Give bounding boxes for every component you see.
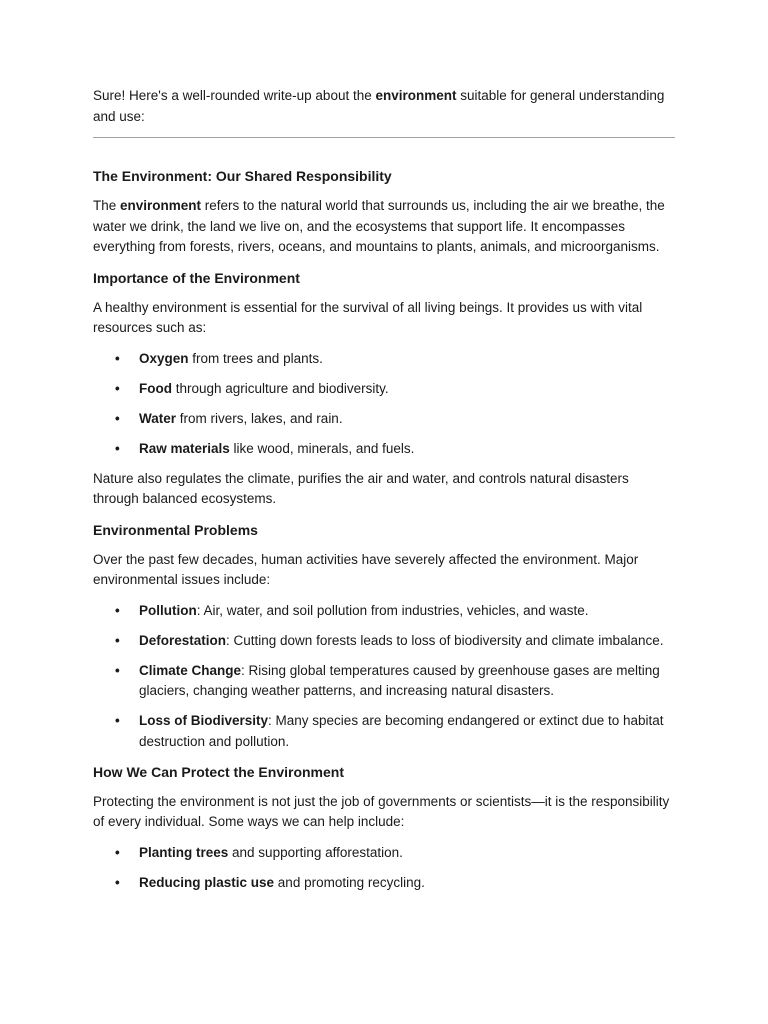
bullet-icon: • — [115, 440, 120, 456]
list-item-term: Oxygen — [139, 350, 189, 366]
problems-heading: Environmental Problems — [93, 521, 258, 538]
bullet-icon: • — [115, 410, 120, 426]
list-item — [93, 711, 675, 752]
protect-heading: How We Can Protect the Environment — [93, 763, 344, 780]
bullet-icon: • — [115, 874, 120, 890]
definition-text-after: refers to the natural world that surrounds us, including the air we breathe, the water we drink, the land we live on, and the ecosystems that support life. It encompasses everything from forests, rivers, oceans, and mountains to plants, animals, and microorganisms. — [93, 198, 665, 254]
definition-bold-term: environment — [120, 198, 202, 213]
list-item — [93, 409, 675, 430]
list-item — [93, 601, 675, 622]
importance-list — [93, 349, 675, 460]
bullet-icon: • — [115, 844, 120, 860]
list-item — [93, 379, 675, 400]
intro-text-before: Sure! Here's a well-rounded write-up about the — [93, 88, 376, 103]
bullet-icon: • — [115, 350, 120, 366]
intro-paragraph — [93, 86, 675, 127]
list-item — [93, 843, 675, 864]
list-item-term: Climate Change — [139, 662, 242, 678]
list-item-term: Water — [139, 410, 177, 426]
list-item — [93, 873, 675, 894]
list-item-text: : Air, water, and soil pollution from industries, vehicles, and waste. — [196, 602, 589, 618]
list-item-text: : Cutting down forests leads to loss of biodiversity and climate imbalance. — [226, 632, 664, 648]
horizontal-rule — [93, 137, 675, 138]
list-item-term: Food — [139, 380, 172, 396]
definition-text-before: The — [93, 198, 121, 213]
list-item-text: and supporting afforestation. — [228, 844, 403, 860]
list-item-term: Reducing plastic use — [139, 874, 275, 890]
list-item-text: : Many species are becoming endangered or extinct due to habitat destruction and pollution. — [139, 713, 664, 749]
list-item-term: Planting trees — [139, 844, 229, 860]
document-title: The Environment: Our Shared Responsibility — [93, 168, 392, 184]
list-item-text: from trees and plants. — [188, 350, 323, 366]
list-item — [93, 439, 675, 460]
list-item-text: like wood, minerals, and fuels. — [229, 440, 415, 456]
list-item-text: and promoting recycling. — [274, 874, 425, 890]
problems-intro: Over the past few decades, human activities have severely affected the environment. Major environmental issues include: — [93, 551, 639, 587]
bullet-icon: • — [115, 713, 120, 728]
definition-paragraph — [93, 196, 675, 258]
importance-outro: Nature also regulates the climate, purifies the air and water, and controls natural disasters through balanced ecosystems. — [93, 470, 629, 506]
list-item-term: Raw materials — [139, 440, 230, 456]
list-item-term: Pollution — [139, 602, 197, 618]
protect-intro: Protecting the environment is not just the job of governments or scientists—it is the responsibility of every individual. Some ways we can help include: — [93, 793, 670, 829]
bullet-icon: • — [115, 632, 120, 648]
list-item-term: Loss of Biodiversity — [139, 713, 269, 728]
list-item-text: from rivers, lakes, and rain. — [176, 410, 343, 426]
bullet-icon: • — [115, 602, 120, 618]
list-item-term: Deforestation — [139, 632, 227, 648]
list-item — [93, 349, 675, 370]
list-item — [93, 661, 675, 702]
list-item-text: through agriculture and biodiversity. — [172, 380, 389, 396]
problems-list — [93, 601, 675, 753]
list-item — [93, 631, 675, 652]
document-page — [93, 86, 675, 903]
bullet-icon: • — [115, 380, 120, 396]
importance-heading: Importance of the Environment — [93, 269, 300, 286]
intro-bold-term: environment — [375, 88, 457, 103]
protect-list — [93, 843, 675, 894]
intro-text-after: suitable for general understanding and use: — [93, 88, 665, 124]
list-item-text: : Rising global temperatures caused by greenhouse gases are melting glaciers, changing weather patterns, and increasing natural disasters. — [139, 662, 660, 698]
importance-intro: A healthy environment is essential for the survival of all living beings. It provides us with vital resources such as: — [93, 299, 643, 335]
bullet-icon: • — [115, 662, 120, 678]
